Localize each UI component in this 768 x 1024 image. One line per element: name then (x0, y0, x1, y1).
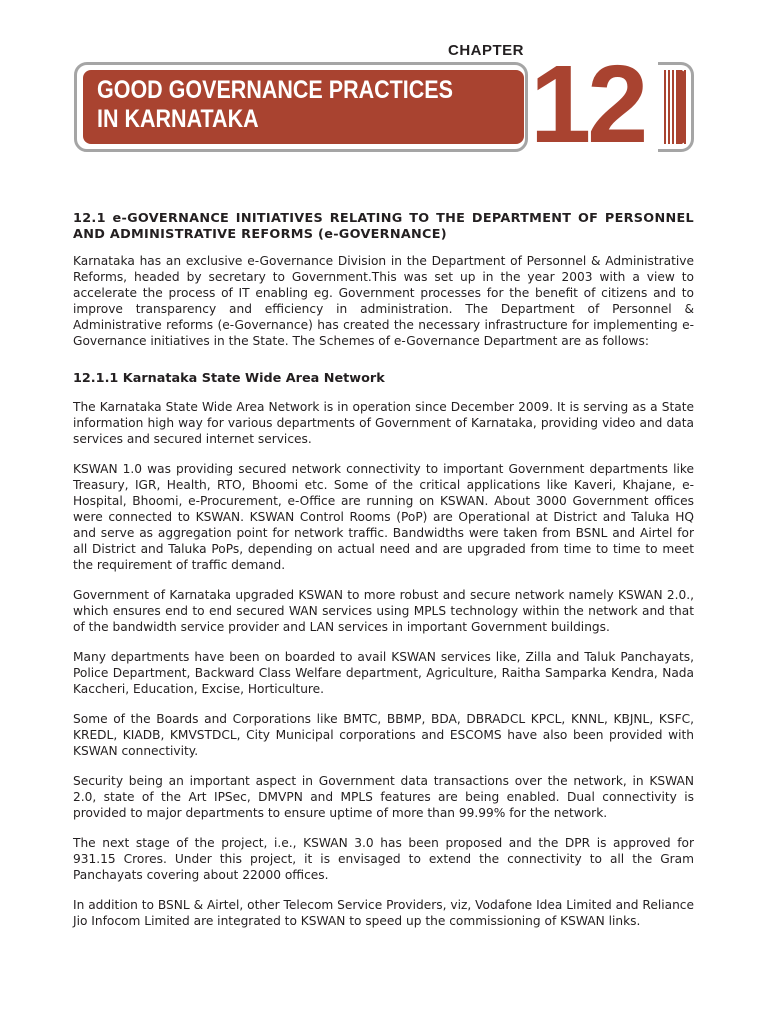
paragraph: Security being an important aspect in Government data transactions over the network, in KSWAN 2.0, state of the Art IPSec, DMVPN and MPLS features are being enabled. Dual connectivity is provided to major departments to ensure uptime of more than 99.99% for the network. (73, 774, 694, 820)
section-heading: 12.1 e-GOVERNANCE INITIATIVES RELATING TO THE DEPARTMENT OF PERSONNEL AND ADMINISTRATIVE REFORMS (e-GOVERNANCE) (73, 211, 694, 242)
subsection-heading: 12.1.1 Karnataka State Wide Area Network (73, 371, 385, 386)
paragraph: In addition to BSNL & Airtel, other Telecom Service Providers, viz, Vodafone Idea Limited and Reliance Jio Infocom Limited are integrated to KSWAN to speed up the commissioning of KSWAN links. (73, 898, 694, 928)
chapter-number: 12 (530, 43, 645, 166)
paragraph: Some of the Boards and Corporations like BMTC, BBMP, BDA, DBRADCL KPCL, KNNL, KBJNL, KSFC, KREDL, KIADB, KMVSTDCL, City Municipal corporations and ESCOMS have also been provided with KSWAN connectivity. (73, 712, 694, 758)
chapter-title (97, 76, 458, 134)
chapter-label: CHAPTER (448, 42, 525, 59)
paragraph: KSWAN 1.0 was providing secured network connectivity to important Government departments like Treasury, IGR, Health, RTO, Bhoomi etc. Some of the critical applications like Kaveri, Khajane, e-Hospital, Bhoomi, e-Procurement, e-Office are running on KSWAN. About 3000 Government offices were connected to KSWAN. KSWAN Control Rooms (PoP) are Operational at District and Taluka HQ and serve as aggregation point for network traffic. Bandwidths were taken from BSNL and Airtel for all District and Taluka PoPs, depending on actual need and are upgraded from time to time to meet the requirement of traffic demand. (73, 462, 694, 572)
chapter-number-cap (676, 70, 686, 144)
section-intro: Karnataka has an exclusive e-Governance Division in the Department of Personnel & Administrative Reforms, headed by secretary to Government.This was set up in the year 2003 with a view to accelerate the process of IT enabling eg. Government processes for the benefit of citizens and to improve transparency and efficiency in administration. The Department of Personnel & Administrative reforms (e-Governance) has created the necessary infrastructure for implementing e-Governance initiatives in the State. The Schemes of e-Governance Department are as follows: (73, 254, 694, 348)
chapter-title-line-1: GOOD GOVERNANCE PRACTICES (97, 76, 453, 104)
paragraph: Government of Karnataka upgraded KSWAN to more robust and secure network namely KSWAN 2.0., which ensures end to end secured WAN services using MPLS technology within the network and that of the bandwidth service provider and LAN services in important Government buildings. (73, 588, 694, 634)
paragraph: The next stage of the project, i.e., KSWAN 3.0 has been proposed and the DPR is approved for 931.15 Crores. Under this project, it is envisaged to extend the connectivity to all the Gram Panchayats covering about 22000 offices. (73, 836, 694, 882)
paragraph: Many departments have been on boarded to avail KSWAN services like, Zilla and Taluk Panchayats, Police Department, Backward Class Welfare department, Agriculture, Raitha Samparka Kendra, Nada Kaccheri, Education, Excise, Horticulture. (73, 650, 694, 696)
paragraph: The Karnataka State Wide Area Network is in operation since December 2009. It is serving as a State information high way for various departments of Government of Karnataka, providing video and data services and secured internet services. (73, 400, 694, 446)
page-content (73, 211, 694, 943)
chapter-title-line-2: IN KARNATAKA (97, 105, 259, 133)
